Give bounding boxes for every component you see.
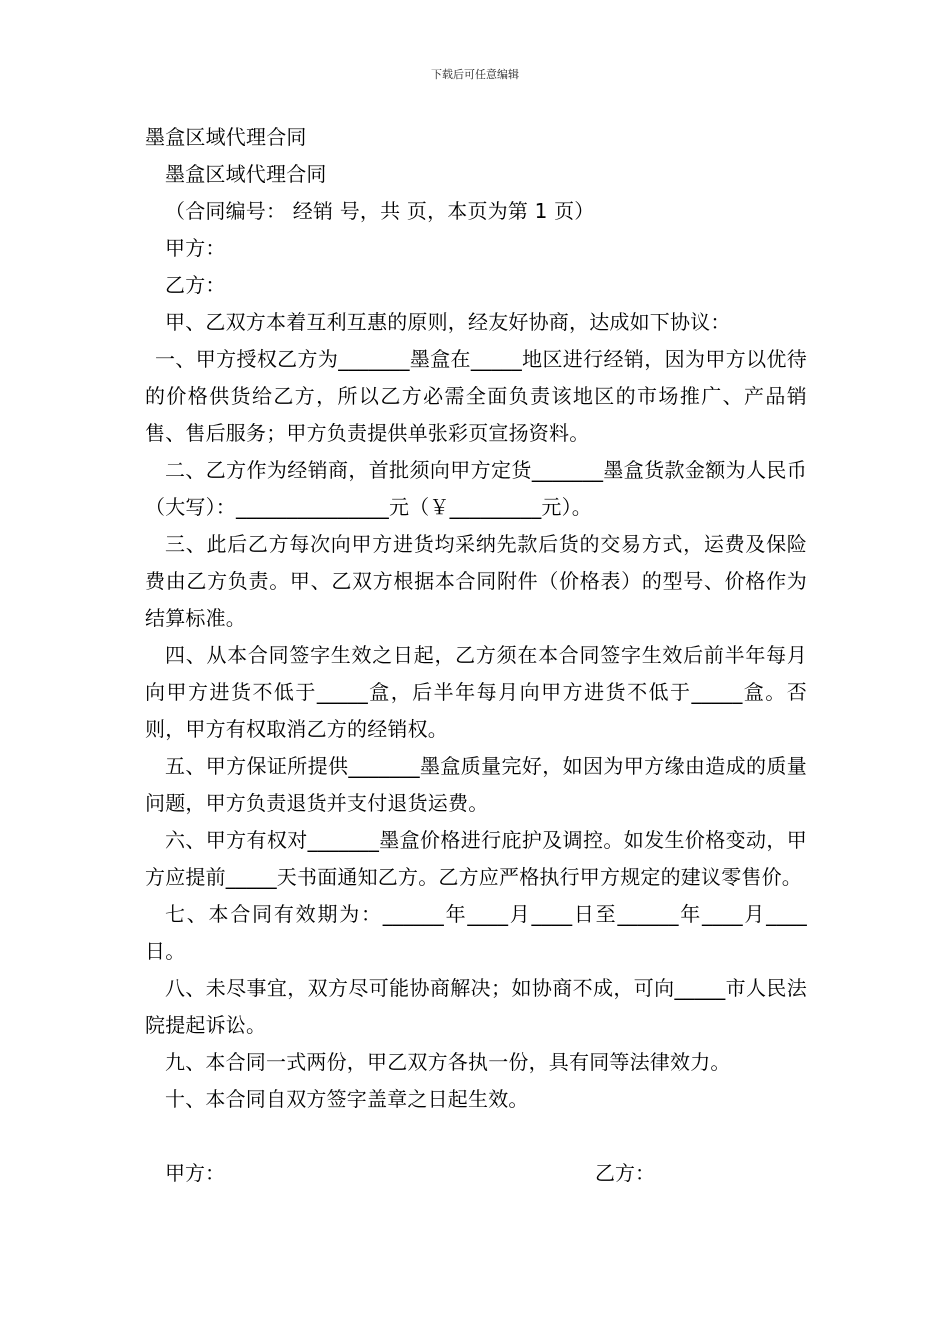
signature-block <box>165 1155 805 1192</box>
clause-4: 四、从本合同签字生效之日起，乙方须在本合同签字生效后前半年每月向甲方进货不低于_____盒，后半年每月向甲方进货不低于_____盒。否则，甲方有权取消乙方的经销权。 <box>145 643 807 741</box>
clause-10: 十、本合同自双方签字盖章之日起生效。 <box>165 1087 529 1111</box>
signature-party-b: 乙方： <box>595 1161 655 1185</box>
document-subtitle: 墨盒区域代理合同 <box>165 162 327 186</box>
clause-2: 二、乙方作为经销商，首批须向甲方定货_______墨盒货款金额为人民币（大写）：_______________元（￥_________元）。 <box>145 458 807 519</box>
party-a-line: 甲方： <box>165 236 226 260</box>
clause-5: 五、甲方保证所提供_______墨盒质量完好，如因为甲方缘由造成的质量问题，甲方负责退货并支付退货运费。 <box>145 754 807 815</box>
page-header-note: 下载后可任意编辑 <box>431 68 519 81</box>
signature-party-a: 甲方： <box>165 1161 225 1185</box>
clause-8: 八、未尽事宜，双方尽可能协商解决；如协商不成，可向_____市人民法院提起诉讼。 <box>145 976 807 1037</box>
clause-9: 九、本合同一式两份，甲乙双方各执一份，具有同等法律效力。 <box>165 1050 731 1074</box>
contract-number: （合同编号： 经销 号，共 页，本页为第 1 页） <box>165 199 595 223</box>
document-title: 墨盒区域代理合同 <box>145 125 307 149</box>
contract-body <box>145 119 807 1118</box>
clause-7: 七、本合同有效期为：______年____月____日至______年____月____日。 <box>145 902 807 963</box>
clause-6: 六、甲方有权对_______墨盒价格进行庇护及调控。如发生价格变动，甲方应提前_____天书面通知乙方。乙方应严格执行甲方规定的建议零售价。 <box>145 828 807 889</box>
clause-1: 一、甲方授权乙方为_______墨盒在_____地区进行经销，因为甲方以优待的价格供货给乙方，所以乙方必需全面负责该地区的市场推广、产品销售、售后服务；甲方负责提供单张彩页宣扬资料。 <box>145 347 807 445</box>
clause-3: 三、此后乙方每次向甲方进货均采纳先款后货的交易方式，运费及保险费由乙方负责。甲、乙双方根据本合同附件（价格表）的型号、价格作为结算标准。 <box>145 532 807 630</box>
party-b-line: 乙方： <box>165 273 226 297</box>
intro-paragraph: 甲、乙双方本着互利互惠的原则，经友好协商，达成如下协议： <box>165 310 731 334</box>
